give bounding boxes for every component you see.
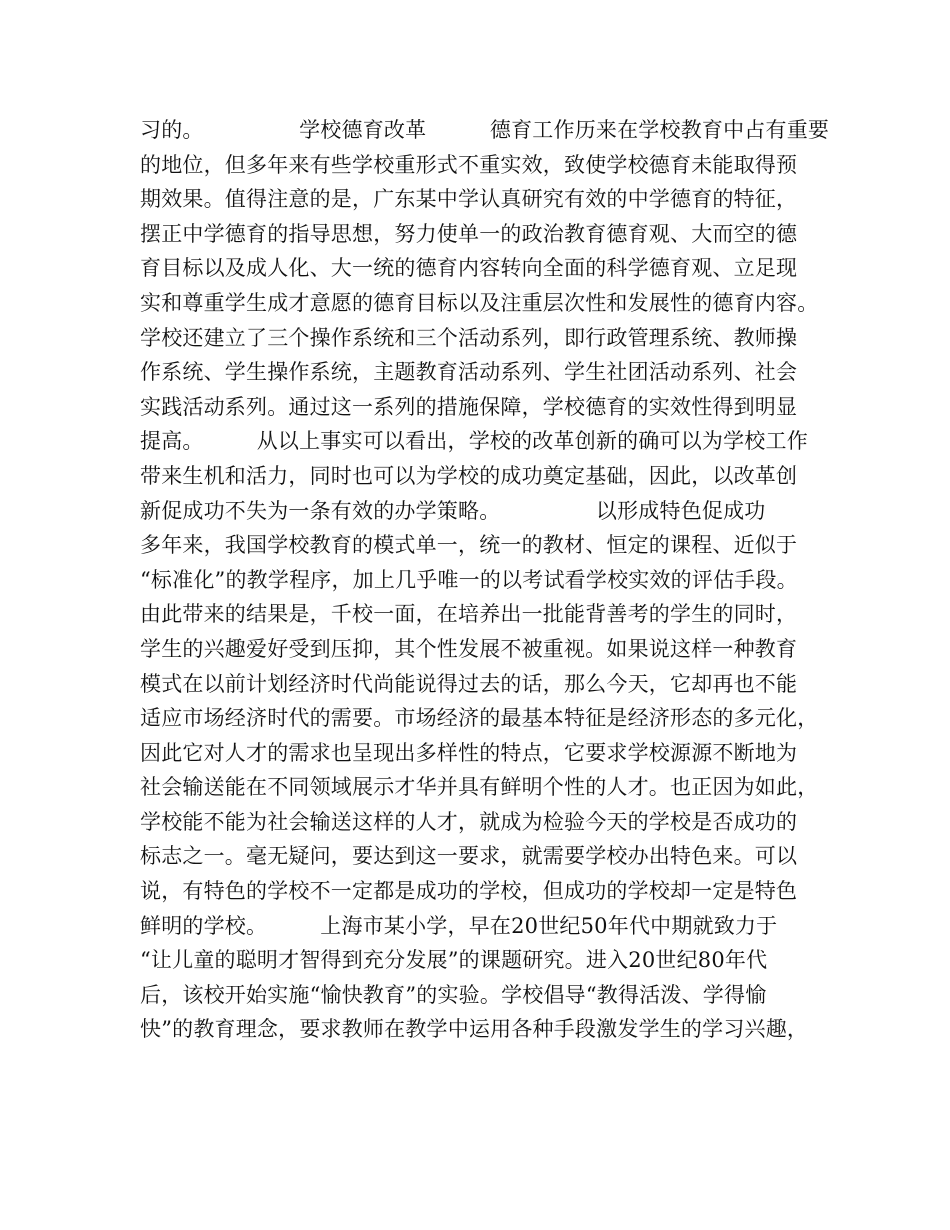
text-line: 的地位，但多年来有些学校重形式不重实效，致使学校德育未能取得预 bbox=[140, 152, 798, 177]
text-line: 新促成功不失为一条有效的办学策略。 以形成特色促成功 bbox=[140, 498, 766, 523]
text-line: 多年来，我国学校教育的模式单一，统一的教材、恒定的课程、近似于 bbox=[140, 533, 798, 558]
text-line: 实和尊重学生成才意愿的德育目标以及注重层次性和发展性的德育内容。 bbox=[140, 290, 819, 315]
text-line: 说，有特色的学校不一定都是成功的学校，但成功的学校却一定是特色 bbox=[140, 879, 798, 904]
text-line: 期效果。值得注意的是，广东某中学认真研究有效的中学德育的特征， bbox=[140, 187, 798, 212]
text-line: 鲜明的学校。 上海市某小学，早在20世纪50年代中期就致力于 bbox=[140, 913, 778, 938]
text-line: 适应市场经济时代的需要。市场经济的最基本特征是经济形态的多元化， bbox=[140, 706, 819, 731]
text-line: “让儿童的聪明才智得到充分发展”的课题研究。进入20世纪80年代 bbox=[140, 948, 768, 973]
text-line: 实践活动系列。通过这一系列的措施保障，学校德育的实效性得到明显 bbox=[140, 394, 798, 419]
body-text bbox=[140, 113, 840, 1047]
text-line: 学校还建立了三个操作系统和三个活动系列，即行政管理系统、教师操 bbox=[140, 325, 798, 350]
text-line: “标准化”的教学程序，加上几乎唯一的以考试看学校实效的评估手段。 bbox=[140, 567, 798, 592]
text-line: 标志之一。毫无疑问，要达到这一要求，就需要学校办出特色来。可以 bbox=[140, 844, 798, 869]
text-line: 学生的兴趣爱好受到压抑，其个性发展不被重视。如果说这样一种教育 bbox=[140, 636, 798, 661]
text-line: 社会输送能在不同领域展示才华并具有鲜明个性的人才。也正因为如此， bbox=[140, 775, 819, 800]
text-line: 由此带来的结果是，千校一面，在培养出一批能背善考的学生的同时， bbox=[140, 602, 798, 627]
text-line: 育目标以及成人化、大一统的德育内容转向全面的科学德育观、立足现 bbox=[140, 256, 798, 281]
text-line: 因此它对人才的需求也呈现出多样性的特点，它要求学校源源不断地为 bbox=[140, 740, 798, 765]
text-line: 习的。 学校德育改革 德育工作历来在学校教育中占有重要 bbox=[140, 118, 830, 142]
text-line: 学校能不能为社会输送这样的人才，就成为检验今天的学校是否成功的 bbox=[140, 809, 798, 834]
text-line: 作系统、学生操作系统，主题教育活动系列、学生社团活动系列、社会 bbox=[140, 360, 798, 385]
text-line: 提高。 从以上事实可以看出，学校的改革创新的确可以为学校工作 bbox=[140, 429, 808, 454]
text-line: 模式在以前计划经济时代尚能说得过去的话，那么今天，它却再也不能 bbox=[140, 671, 798, 696]
text-line: 带来生机和活力，同时也可以为学校的成功奠定基础，因此，以改革创 bbox=[140, 463, 798, 488]
text-line: 快”的教育理念，要求教师在教学中运用各种手段激发学生的学习兴趣， bbox=[140, 1017, 809, 1042]
text-line: 摆正中学德育的指导思想，努力使单一的政治教育德育观、大而空的德 bbox=[140, 221, 798, 246]
text-line: 后，该校开始实施“愉快教育”的实验。学校倡导“教得活泼、学得愉 bbox=[140, 982, 767, 1007]
